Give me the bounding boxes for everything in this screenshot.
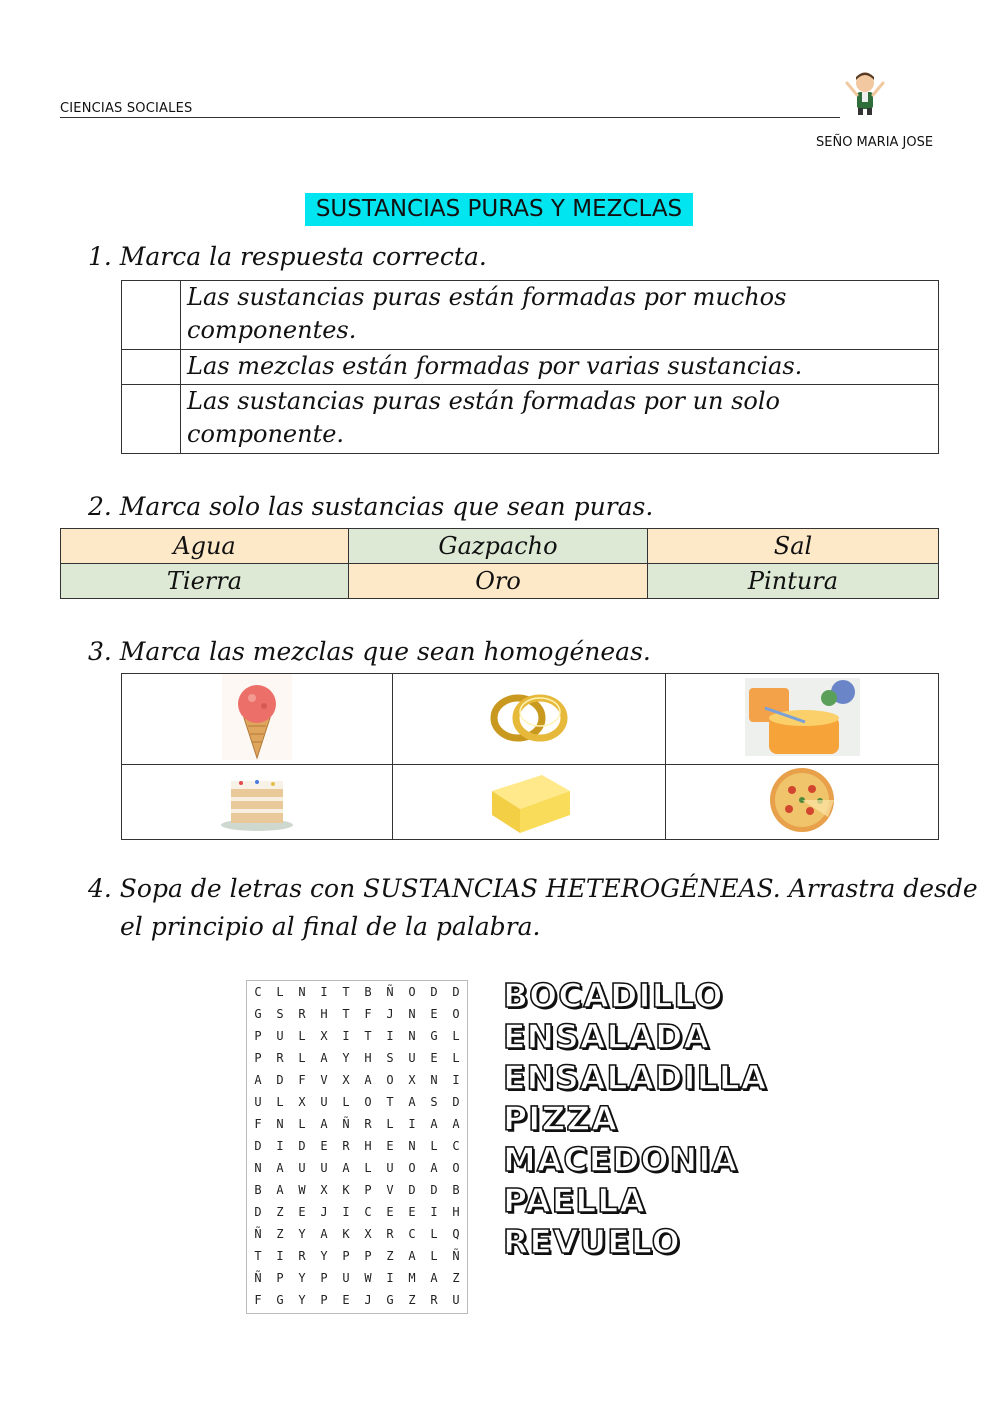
word-search-cell[interactable]: H (320, 1007, 328, 1021)
word-search-cell[interactable]: I (386, 1029, 394, 1043)
word-search-cell[interactable]: D (254, 1139, 262, 1153)
word-search-cell[interactable]: X (364, 1227, 372, 1241)
word-search-cell[interactable]: Ñ (342, 1117, 350, 1131)
word-search-cell[interactable]: V (386, 1183, 394, 1197)
word-search-cell[interactable]: X (298, 1095, 306, 1109)
teacher-name: SEÑO MARIA JOSE (816, 135, 934, 150)
custard-pudding-icon (745, 678, 860, 756)
word-search-cell[interactable]: O (408, 985, 416, 999)
word-search-cell[interactable]: A (430, 1271, 438, 1285)
substance-option[interactable]: Tierra (61, 564, 349, 599)
word-search-cell[interactable]: P (320, 1271, 328, 1285)
word-search-cell[interactable]: A (320, 1117, 328, 1131)
word-search-cell[interactable]: R (276, 1051, 284, 1065)
word-search-cell[interactable]: A (452, 1117, 460, 1131)
question-1-table (121, 280, 939, 454)
word-search-cell[interactable]: A (430, 1117, 438, 1131)
teacher-avatar-icon (840, 66, 890, 116)
word-search-cell[interactable]: L (364, 1161, 372, 1175)
word-search-cell[interactable]: N (408, 1139, 416, 1153)
word-search-cell[interactable]: C (364, 1205, 372, 1219)
word-list (503, 975, 767, 1262)
word-search-cell[interactable]: O (408, 1161, 416, 1175)
word-search-cell[interactable]: O (452, 1161, 460, 1175)
word-search-cell[interactable]: M (408, 1271, 416, 1285)
word-search-row (247, 1201, 467, 1223)
word-search-cell[interactable]: A (408, 1249, 416, 1263)
word-search-row (247, 1091, 467, 1113)
mixture-option[interactable] (666, 674, 939, 765)
word-search-cell[interactable]: Z (276, 1205, 284, 1219)
word-search-cell[interactable]: U (254, 1095, 262, 1109)
word-search-cell[interactable]: D (276, 1073, 284, 1087)
word-search-cell[interactable]: L (298, 1117, 306, 1131)
word-search-cell[interactable]: G (254, 1007, 262, 1021)
word-search-cell[interactable]: S (276, 1007, 284, 1021)
answer-option-1: Las sustancias puras están formadas por muchos componentes. (181, 281, 939, 350)
word-search-cell[interactable]: P (276, 1271, 284, 1285)
word-search-cell[interactable]: D (452, 985, 460, 999)
word-search-cell[interactable]: I (430, 1205, 438, 1219)
substance-option[interactable]: Sal (648, 529, 939, 564)
word-search-cell[interactable]: L (452, 1029, 460, 1043)
word-search-row (247, 1267, 467, 1289)
word-search-cell[interactable]: I (386, 1271, 394, 1285)
word-search-cell[interactable]: N (408, 1029, 416, 1043)
word-search-cell[interactable]: Z (276, 1227, 284, 1241)
word-search-cell[interactable]: E (298, 1205, 306, 1219)
mixture-option[interactable] (666, 765, 939, 840)
word-search-cell[interactable]: U (342, 1271, 350, 1285)
word-search-cell[interactable]: S (430, 1095, 438, 1109)
word-search-cell[interactable]: E (386, 1139, 394, 1153)
word-search-cell[interactable]: Y (298, 1293, 306, 1307)
word-list-item: ENSALADA (503, 1017, 710, 1056)
word-search-cell[interactable]: G (430, 1029, 438, 1043)
word-search-cell[interactable]: U (298, 1161, 306, 1175)
word-search-cell[interactable]: L (298, 1029, 306, 1043)
word-search-cell[interactable]: C (254, 985, 262, 999)
word-search-cell[interactable]: P (254, 1051, 262, 1065)
word-search-cell[interactable]: Ñ (452, 1249, 460, 1263)
word-search-row (247, 1157, 467, 1179)
word-search-cell[interactable]: U (320, 1095, 328, 1109)
ice-cream-cone-icon (222, 674, 292, 760)
question-1-prompt: 1. Marca la respuesta correcta. (88, 242, 487, 271)
word-search-cell[interactable]: O (386, 1073, 394, 1087)
word-search-cell[interactable]: E (430, 1007, 438, 1021)
word-search-cell[interactable]: A (276, 1183, 284, 1197)
question-2-prompt: 2. Marca solo las sustancias que sean puras. (88, 492, 654, 521)
word-search-cell[interactable]: I (452, 1073, 460, 1087)
word-search-cell[interactable]: A (364, 1073, 372, 1087)
word-search-cell[interactable]: O (452, 1007, 460, 1021)
word-search-cell[interactable]: D (254, 1205, 262, 1219)
word-search-cell[interactable]: B (364, 985, 372, 999)
page-title: SUSTANCIAS PURAS Y MEZCLAS (305, 193, 693, 226)
word-search-cell[interactable]: J (386, 1007, 394, 1021)
word-search-cell[interactable]: R (298, 1007, 306, 1021)
answer-checkbox-1[interactable] (122, 281, 181, 350)
word-search-cell[interactable]: X (408, 1073, 416, 1087)
word-search-cell[interactable]: N (408, 1007, 416, 1021)
gold-rings-icon (484, 682, 574, 752)
word-search-cell[interactable]: Z (408, 1293, 416, 1307)
word-search-cell[interactable]: A (342, 1161, 350, 1175)
word-search-cell[interactable]: T (254, 1249, 262, 1263)
answer-option-2: Las mezclas están formadas por varias sustancias. (181, 350, 939, 385)
word-search-cell[interactable]: L (452, 1051, 460, 1065)
word-search-cell[interactable]: E (386, 1205, 394, 1219)
word-search-cell[interactable]: L (342, 1095, 350, 1109)
word-search-cell[interactable]: V (320, 1073, 328, 1087)
word-search-cell[interactable]: Z (386, 1249, 394, 1263)
word-list-item: MACEDONIA (503, 1140, 739, 1179)
word-search-cell[interactable]: D (408, 1183, 416, 1197)
word-search-row (247, 1135, 467, 1157)
word-search-cell[interactable]: H (364, 1139, 372, 1153)
word-search-cell[interactable]: Z (452, 1271, 460, 1285)
word-search-cell[interactable]: R (342, 1139, 350, 1153)
word-search-cell[interactable]: T (386, 1095, 394, 1109)
word-search-cell[interactable]: H (364, 1051, 372, 1065)
word-list-item: BOCADILLO (503, 976, 724, 1015)
word-search-cell[interactable]: R (364, 1117, 372, 1131)
word-search-cell[interactable]: F (254, 1117, 262, 1131)
layer-cake-icon (217, 767, 297, 833)
word-list-item: PIZZA (503, 1099, 618, 1138)
substance-option[interactable]: Agua (61, 529, 349, 564)
word-list-item: PAELLA (503, 1181, 646, 1220)
word-search-cell[interactable]: G (276, 1293, 284, 1307)
word-search-cell[interactable]: X (320, 1029, 328, 1043)
word-search-cell[interactable]: L (386, 1117, 394, 1131)
word-search-cell[interactable]: O (364, 1095, 372, 1109)
word-search-cell[interactable]: N (254, 1161, 262, 1175)
word-search-cell[interactable]: Y (298, 1271, 306, 1285)
word-search-cell[interactable]: A (408, 1095, 416, 1109)
word-search-cell[interactable]: I (342, 1205, 350, 1219)
word-search-cell[interactable]: B (254, 1183, 262, 1197)
word-search-cell[interactable]: I (408, 1117, 416, 1131)
substance-option[interactable]: Gazpacho (349, 529, 648, 564)
word-search-cell[interactable]: W (364, 1271, 372, 1285)
word-search-cell[interactable]: R (430, 1293, 438, 1307)
word-search-cell[interactable]: L (276, 985, 284, 999)
word-search-cell[interactable]: C (452, 1139, 460, 1153)
word-search-cell[interactable]: N (430, 1073, 438, 1087)
word-search-cell[interactable]: T (342, 985, 350, 999)
word-search-cell[interactable]: K (342, 1183, 350, 1197)
word-search-cell[interactable]: P (254, 1029, 262, 1043)
mixture-option[interactable] (122, 674, 393, 765)
word-search-cell[interactable]: Y (342, 1051, 350, 1065)
word-search-cell[interactable]: U (452, 1293, 460, 1307)
word-search-cell[interactable]: E (342, 1293, 350, 1307)
word-search-cell[interactable]: L (430, 1139, 438, 1153)
word-search-cell[interactable]: Ñ (254, 1271, 262, 1285)
word-search-cell[interactable]: D (430, 1183, 438, 1197)
word-search-cell[interactable]: I (276, 1139, 284, 1153)
word-search-cell[interactable]: I (320, 985, 328, 999)
word-search-cell[interactable]: D (430, 985, 438, 999)
word-search-row (247, 1245, 467, 1267)
word-search-grid[interactable] (246, 980, 468, 1314)
word-search-cell[interactable]: Y (320, 1249, 328, 1263)
pizza-icon (762, 765, 842, 835)
word-search-row (247, 1025, 467, 1047)
header-divider (60, 117, 840, 118)
word-search-cell[interactable]: J (364, 1293, 372, 1307)
word-search-cell[interactable]: L (276, 1095, 284, 1109)
word-search-cell[interactable]: D (298, 1139, 306, 1153)
word-search-row (247, 1047, 467, 1069)
word-search-cell[interactable]: L (298, 1051, 306, 1065)
answer-checkbox-3[interactable] (122, 385, 181, 454)
substance-option[interactable]: Pintura (648, 564, 939, 599)
word-search-cell[interactable]: U (276, 1029, 284, 1043)
word-search-cell[interactable]: A (276, 1161, 284, 1175)
mixture-option[interactable] (393, 765, 666, 840)
word-search-cell[interactable]: U (386, 1161, 394, 1175)
answer-option-3: Las sustancias puras están formadas por un solo componente. (181, 385, 939, 454)
substance-option[interactable]: Oro (349, 564, 648, 599)
word-search-cell[interactable]: N (276, 1117, 284, 1131)
word-search-cell[interactable]: B (452, 1183, 460, 1197)
question-4-prompt-line-2: el principio al final de la palabra. (120, 912, 541, 941)
subject-label: CIENCIAS SOCIALES (60, 101, 193, 116)
word-search-cell[interactable]: F (364, 1007, 372, 1021)
word-search-row (247, 1179, 467, 1201)
word-search-cell[interactable]: X (320, 1183, 328, 1197)
word-search-cell[interactable]: W (298, 1183, 306, 1197)
word-search-cell[interactable]: A (320, 1051, 328, 1065)
word-search-cell[interactable]: U (320, 1161, 328, 1175)
word-search-cell[interactable]: Ñ (386, 985, 394, 999)
word-search-cell[interactable]: Ñ (254, 1227, 262, 1241)
word-search-cell[interactable]: P (320, 1293, 328, 1307)
word-search-cell[interactable]: U (408, 1051, 416, 1065)
word-list-item: ENSALADILLA (503, 1058, 768, 1097)
question-4-prompt-line-1: 4. Sopa de letras con SUSTANCIAS HETEROGÉNEAS. Arrastra desde (88, 874, 978, 903)
word-search-cell[interactable]: T (364, 1029, 372, 1043)
word-search-cell[interactable]: R (386, 1227, 394, 1241)
mixture-option[interactable] (122, 765, 393, 840)
word-search-cell[interactable]: A (320, 1227, 328, 1241)
question-2-table (60, 528, 939, 599)
word-search-cell[interactable]: Y (298, 1227, 306, 1241)
word-search-row (247, 1003, 467, 1025)
question-3-table (121, 673, 939, 840)
mixture-option[interactable] (393, 674, 666, 765)
word-search-row (247, 1113, 467, 1135)
word-search-row (247, 1289, 467, 1311)
word-search-cell[interactable]: A (430, 1161, 438, 1175)
question-3-prompt: 3. Marca las mezclas que sean homogéneas. (88, 637, 651, 666)
word-search-cell[interactable]: I (342, 1029, 350, 1043)
word-search-cell[interactable]: K (342, 1227, 350, 1241)
word-search-cell[interactable]: A (254, 1073, 262, 1087)
word-search-cell[interactable]: E (408, 1205, 416, 1219)
word-search-cell[interactable]: E (430, 1051, 438, 1065)
word-search-cell[interactable]: X (342, 1073, 350, 1087)
word-search-cell[interactable]: S (386, 1051, 394, 1065)
word-search-cell[interactable]: G (386, 1293, 394, 1307)
word-list-item: REVUELO (503, 1222, 681, 1261)
word-search-cell[interactable]: N (298, 985, 306, 999)
word-search-cell[interactable]: D (452, 1095, 460, 1109)
answer-checkbox-2[interactable] (122, 350, 181, 385)
word-search-row (247, 981, 467, 1003)
word-search-cell[interactable]: H (452, 1205, 460, 1219)
word-search-cell[interactable]: F (254, 1293, 262, 1307)
word-search-cell[interactable]: L (430, 1227, 438, 1241)
word-search-cell[interactable]: P (364, 1183, 372, 1197)
word-search-row (247, 1223, 467, 1245)
word-search-cell[interactable]: Q (452, 1227, 460, 1241)
butter-icon (484, 765, 574, 835)
word-search-cell[interactable]: J (320, 1205, 328, 1219)
word-search-row (247, 1069, 467, 1091)
word-search-cell[interactable]: P (342, 1249, 350, 1263)
word-search-cell[interactable]: F (298, 1073, 306, 1087)
word-search-cell[interactable]: E (320, 1139, 328, 1153)
word-search-cell[interactable]: R (298, 1249, 306, 1263)
word-search-cell[interactable]: L (430, 1249, 438, 1263)
word-search-cell[interactable]: T (342, 1007, 350, 1021)
word-search-cell[interactable]: I (276, 1249, 284, 1263)
word-search-cell[interactable]: C (408, 1227, 416, 1241)
word-search-cell[interactable]: P (364, 1249, 372, 1263)
